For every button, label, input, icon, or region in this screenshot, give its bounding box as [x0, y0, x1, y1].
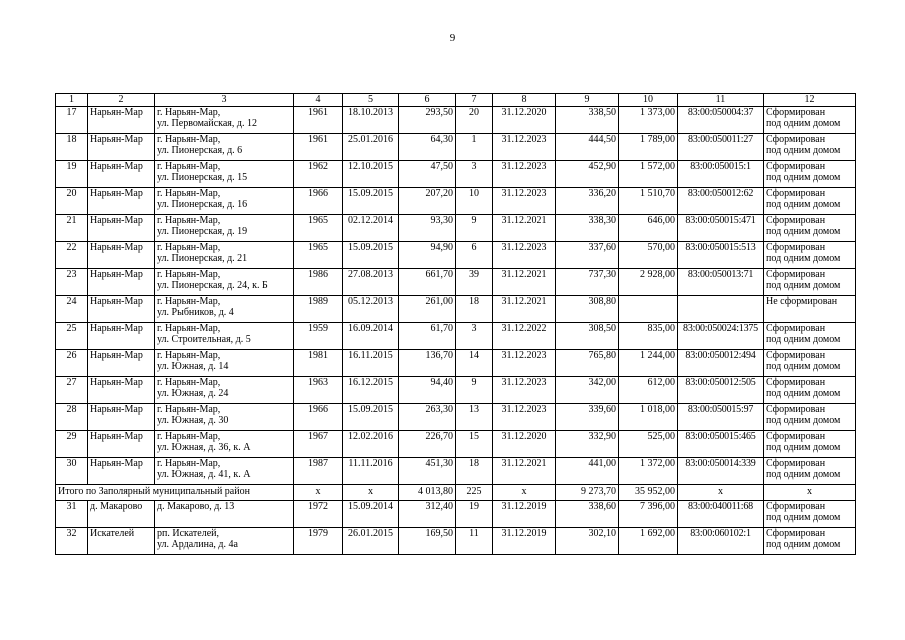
status-cell: [764, 269, 856, 296]
address-cell: [155, 501, 294, 528]
settlement-cell: Нарьян-Мар: [88, 296, 155, 323]
row-number: 28: [56, 404, 88, 431]
year-cell: 1972: [294, 501, 343, 528]
status-line-2: под одним домом: [766, 388, 841, 399]
count-cell: 6: [456, 242, 493, 269]
settlement-cell: Нарьян-Мар: [88, 458, 155, 485]
area-cell: 207,20: [399, 188, 456, 215]
status-line-1: Сформирован: [766, 161, 826, 172]
address-line-2: ул. Пионерская, д. 24, к. Б: [157, 280, 268, 291]
status-cell: [764, 215, 856, 242]
end-date-cell: 31.12.2021: [493, 458, 556, 485]
total-date: x: [343, 485, 399, 501]
total-end-date: x: [493, 485, 556, 501]
year-cell: 1962: [294, 161, 343, 188]
count-cell: 9: [456, 377, 493, 404]
value-cell: 342,00: [556, 377, 619, 404]
value-cell: 737,30: [556, 269, 619, 296]
date-cell: 15.09.2015: [343, 404, 399, 431]
status-line-2: под одним домом: [766, 226, 841, 237]
address-cell: [155, 242, 294, 269]
date-cell: 16.11.2015: [343, 350, 399, 377]
table-row: [56, 188, 856, 215]
table-row: [56, 296, 856, 323]
area-cell: 94,90: [399, 242, 456, 269]
value-cell: 337,60: [556, 242, 619, 269]
status-line-1: Сформирован: [766, 501, 826, 512]
cadastre-cell: 83:00:060102:1: [678, 528, 764, 555]
row-number: 24: [56, 296, 88, 323]
column-header: 10: [619, 94, 678, 107]
column-header: 8: [493, 94, 556, 107]
settlement-cell: Нарьян-Мар: [88, 431, 155, 458]
count-cell: 39: [456, 269, 493, 296]
value-cell: 338,30: [556, 215, 619, 242]
status-line-1: Сформирован: [766, 134, 826, 145]
settlement-cell: Нарьян-Мар: [88, 269, 155, 296]
cost-cell: 525,00: [619, 431, 678, 458]
status-line-1: Сформирован: [766, 528, 826, 539]
year-cell: 1967: [294, 431, 343, 458]
settlement-cell: Нарьян-Мар: [88, 215, 155, 242]
value-cell: 302,10: [556, 528, 619, 555]
table-body: [56, 94, 856, 555]
settlement-cell: Нарьян-Мар: [88, 161, 155, 188]
status-line-2: под одним домом: [766, 361, 841, 372]
column-header: 6: [399, 94, 456, 107]
address-cell: [155, 528, 294, 555]
count-cell: 13: [456, 404, 493, 431]
count-cell: 10: [456, 188, 493, 215]
column-header: 9: [556, 94, 619, 107]
value-cell: 338,50: [556, 107, 619, 134]
total-count: 225: [456, 485, 493, 501]
count-cell: 15: [456, 431, 493, 458]
cadastre-cell: 83:00:050011:27: [678, 134, 764, 161]
housing-table: [55, 93, 856, 555]
status-line-1: Сформирован: [766, 188, 826, 199]
area-cell: 47,50: [399, 161, 456, 188]
address-line-1: г. Нарьян-Мар,: [157, 377, 221, 388]
status-cell: [764, 377, 856, 404]
row-number: 25: [56, 323, 88, 350]
address-cell: [155, 296, 294, 323]
total-status: x: [764, 485, 856, 501]
end-date-cell: 31.12.2019: [493, 528, 556, 555]
area-cell: 261,00: [399, 296, 456, 323]
row-number: 17: [56, 107, 88, 134]
table-row: [56, 134, 856, 161]
area-cell: 263,30: [399, 404, 456, 431]
cost-cell: 612,00: [619, 377, 678, 404]
cadastre-cell: 83:00:050004:37: [678, 107, 764, 134]
count-cell: 19: [456, 501, 493, 528]
cadastre-cell: 83:00:050014:339: [678, 458, 764, 485]
address-cell: [155, 161, 294, 188]
status-line-2: под одним домом: [766, 118, 841, 129]
address-line-2: ул. Пионерская, д. 16: [157, 199, 248, 210]
address-line-1: рп. Искателей,: [157, 528, 219, 539]
cadastre-cell: [678, 296, 764, 323]
cost-cell: 835,00: [619, 323, 678, 350]
area-cell: 94,40: [399, 377, 456, 404]
table-row: [56, 161, 856, 188]
area-cell: 61,70: [399, 323, 456, 350]
status-cell: [764, 350, 856, 377]
cadastre-cell: 83:00:040011:68: [678, 501, 764, 528]
address-line-2: ул. Южная, д. 30: [157, 415, 229, 426]
area-cell: 451,30: [399, 458, 456, 485]
year-cell: 1989: [294, 296, 343, 323]
cost-cell: [619, 296, 678, 323]
address-line-1: г. Нарьян-Мар,: [157, 188, 221, 199]
address-cell: [155, 404, 294, 431]
count-cell: 14: [456, 350, 493, 377]
status-line-2: под одним домом: [766, 415, 841, 426]
cadastre-cell: 83:00:050012:505: [678, 377, 764, 404]
cost-cell: 1 018,00: [619, 404, 678, 431]
cost-cell: 646,00: [619, 215, 678, 242]
address-line-2: ул. Пионерская, д. 21: [157, 253, 248, 264]
end-date-cell: 31.12.2019: [493, 501, 556, 528]
cadastre-cell: 83:00:050015:471: [678, 215, 764, 242]
table-row: [56, 377, 856, 404]
address-cell: [155, 107, 294, 134]
address-line-2: ул. Пионерская, д. 19: [157, 226, 248, 237]
cadastre-cell: 83:00:050024:1375: [678, 323, 764, 350]
address-line-1: г. Нарьян-Мар,: [157, 242, 221, 253]
year-cell: 1987: [294, 458, 343, 485]
status-cell: [764, 107, 856, 134]
address-line-1: г. Нарьян-Мар,: [157, 431, 221, 442]
date-cell: 05.12.2013: [343, 296, 399, 323]
total-row: [56, 485, 856, 501]
status-line-2: под одним домом: [766, 442, 841, 453]
row-number: 31: [56, 501, 88, 528]
cadastre-cell: 83:00:050013:71: [678, 269, 764, 296]
status-cell: [764, 188, 856, 215]
row-number: 32: [56, 528, 88, 555]
settlement-cell: Нарьян-Мар: [88, 188, 155, 215]
status-line-1: Сформирован: [766, 431, 826, 442]
date-cell: 02.12.2014: [343, 215, 399, 242]
status-cell: [764, 242, 856, 269]
date-cell: 16.09.2014: [343, 323, 399, 350]
year-cell: 1979: [294, 528, 343, 555]
row-number: 23: [56, 269, 88, 296]
column-header: 1: [56, 94, 88, 107]
area-cell: 312,40: [399, 501, 456, 528]
status-line-1: Сформирован: [766, 215, 826, 226]
status-line-1: Сформирован: [766, 107, 826, 118]
row-number: 22: [56, 242, 88, 269]
end-date-cell: 31.12.2023: [493, 242, 556, 269]
status-line-2: под одним домом: [766, 253, 841, 264]
status-line-2: под одним домом: [766, 512, 841, 523]
date-cell: 16.12.2015: [343, 377, 399, 404]
status-cell: [764, 431, 856, 458]
address-cell: [155, 350, 294, 377]
column-header: 3: [155, 94, 294, 107]
cost-cell: 570,00: [619, 242, 678, 269]
settlement-cell: д. Макарово: [88, 501, 155, 528]
date-cell: 15.09.2014: [343, 501, 399, 528]
column-header: 4: [294, 94, 343, 107]
value-cell: 332,90: [556, 431, 619, 458]
page-number: 9: [449, 32, 456, 44]
cost-cell: 1 244,00: [619, 350, 678, 377]
settlement-cell: Нарьян-Мар: [88, 323, 155, 350]
address-line-1: г. Нарьян-Мар,: [157, 296, 221, 307]
status-cell: [764, 323, 856, 350]
address-line-1: г. Нарьян-Мар,: [157, 215, 221, 226]
table-row: [56, 431, 856, 458]
count-cell: 18: [456, 458, 493, 485]
status-line-1: Сформирован: [766, 458, 826, 469]
status-cell: [764, 528, 856, 555]
status-line-2: под одним домом: [766, 334, 841, 345]
count-cell: 3: [456, 323, 493, 350]
address-line-2: ул. Первомайская, д. 12: [157, 118, 257, 129]
cost-cell: 2 928,00: [619, 269, 678, 296]
row-number: 27: [56, 377, 88, 404]
area-cell: 661,70: [399, 269, 456, 296]
year-cell: 1959: [294, 323, 343, 350]
address-cell: [155, 323, 294, 350]
year-cell: 1965: [294, 215, 343, 242]
area-cell: 136,70: [399, 350, 456, 377]
value-cell: 765,80: [556, 350, 619, 377]
row-number: 26: [56, 350, 88, 377]
address-line-2: ул. Южная, д. 14: [157, 361, 229, 372]
area-cell: 169,50: [399, 528, 456, 555]
value-cell: 338,60: [556, 501, 619, 528]
cost-cell: 1 692,00: [619, 528, 678, 555]
settlement-cell: Нарьян-Мар: [88, 242, 155, 269]
value-cell: 441,00: [556, 458, 619, 485]
total-year: x: [294, 485, 343, 501]
end-date-cell: 31.12.2020: [493, 107, 556, 134]
cost-cell: 1 789,00: [619, 134, 678, 161]
cost-cell: 7 396,00: [619, 501, 678, 528]
address-line-2: ул. Южная, д. 24: [157, 388, 229, 399]
status-line-1: Сформирован: [766, 269, 826, 280]
year-cell: 1981: [294, 350, 343, 377]
area-cell: 293,50: [399, 107, 456, 134]
status-line-2: под одним домом: [766, 145, 841, 156]
total-area: 4 013,80: [399, 485, 456, 501]
status-cell: [764, 404, 856, 431]
end-date-cell: 31.12.2023: [493, 161, 556, 188]
status-cell: [764, 501, 856, 528]
end-date-cell: 31.12.2022: [493, 323, 556, 350]
address-cell: [155, 215, 294, 242]
cadastre-cell: 83:00:050015:465: [678, 431, 764, 458]
table-row: [56, 242, 856, 269]
settlement-cell: Нарьян-Мар: [88, 377, 155, 404]
status-cell: [764, 134, 856, 161]
address-cell: [155, 431, 294, 458]
status-line-2: под одним домом: [766, 539, 841, 550]
date-cell: 26.01.2015: [343, 528, 399, 555]
row-number: 30: [56, 458, 88, 485]
area-cell: 226,70: [399, 431, 456, 458]
settlement-cell: Нарьян-Мар: [88, 134, 155, 161]
count-cell: 3: [456, 161, 493, 188]
count-cell: 18: [456, 296, 493, 323]
cadastre-cell: 83:00:050015:1: [678, 161, 764, 188]
address-line-2: ул. Пионерская, д. 15: [157, 172, 248, 183]
status-line-1: Сформирован: [766, 350, 826, 361]
settlement-cell: Нарьян-Мар: [88, 350, 155, 377]
address-line-2: ул. Строительная, д. 5: [157, 334, 251, 345]
row-number: 18: [56, 134, 88, 161]
address-cell: [155, 134, 294, 161]
date-cell: 18.10.2013: [343, 107, 399, 134]
date-cell: 25.01.2016: [343, 134, 399, 161]
table-row: [56, 350, 856, 377]
row-number: 20: [56, 188, 88, 215]
value-cell: 339,60: [556, 404, 619, 431]
address-cell: [155, 269, 294, 296]
address-line-1: г. Нарьян-Мар,: [157, 404, 221, 415]
date-cell: 11.11.2016: [343, 458, 399, 485]
row-number: 21: [56, 215, 88, 242]
address-line-1: г. Нарьян-Мар,: [157, 134, 221, 145]
count-cell: 9: [456, 215, 493, 242]
count-cell: 1: [456, 134, 493, 161]
total-c10: 35 952,00: [619, 485, 678, 501]
year-cell: 1986: [294, 269, 343, 296]
column-header: 7: [456, 94, 493, 107]
address-cell: [155, 458, 294, 485]
date-cell: 15.09.2015: [343, 242, 399, 269]
cost-cell: 1 572,00: [619, 161, 678, 188]
address-line-1: г. Нарьян-Мар,: [157, 161, 221, 172]
count-cell: 11: [456, 528, 493, 555]
address-line-2: ул. Пионерская, д. 6: [157, 145, 243, 156]
area-cell: 64,30: [399, 134, 456, 161]
cadastre-cell: 83:00:050015:513: [678, 242, 764, 269]
end-date-cell: 31.12.2023: [493, 134, 556, 161]
settlement-cell: Нарьян-Мар: [88, 404, 155, 431]
address-line-2: ул. Ардалина, д. 4а: [157, 539, 238, 550]
settlement-cell: Искателей: [88, 528, 155, 555]
cost-cell: 1 373,00: [619, 107, 678, 134]
address-line-1: г. Нарьян-Мар,: [157, 323, 221, 334]
value-cell: 308,80: [556, 296, 619, 323]
status-cell: [764, 296, 856, 323]
year-cell: 1961: [294, 107, 343, 134]
value-cell: 444,50: [556, 134, 619, 161]
status-line-2: под одним домом: [766, 172, 841, 183]
cadastre-cell: 83:00:050012:494: [678, 350, 764, 377]
end-date-cell: 31.12.2023: [493, 188, 556, 215]
date-cell: 27.08.2013: [343, 269, 399, 296]
address-cell: [155, 188, 294, 215]
total-c9: 9 273,70: [556, 485, 619, 501]
value-cell: 308,50: [556, 323, 619, 350]
status-line-2: под одним домом: [766, 280, 841, 291]
cost-cell: 1 510,70: [619, 188, 678, 215]
cadastre-cell: 83:00:050015:97: [678, 404, 764, 431]
status-line-1: Сформирован: [766, 323, 826, 334]
table-row: [56, 323, 856, 350]
table-row: [56, 107, 856, 134]
address-line-1: г. Нарьян-Мар,: [157, 458, 221, 469]
end-date-cell: 31.12.2023: [493, 350, 556, 377]
table-row: [56, 269, 856, 296]
column-header: 11: [678, 94, 764, 107]
status-line-1: Не сформирован: [766, 296, 838, 307]
end-date-cell: 31.12.2021: [493, 269, 556, 296]
row-number: 19: [56, 161, 88, 188]
address-line-1: д. Макарово, д. 13: [157, 501, 235, 512]
address-line-1: г. Нарьян-Мар,: [157, 107, 221, 118]
end-date-cell: 31.12.2023: [493, 377, 556, 404]
address-line-2: ул. Южная, д. 41, к. А: [157, 469, 251, 480]
address-cell: [155, 377, 294, 404]
end-date-cell: 31.12.2021: [493, 296, 556, 323]
header-row: [56, 94, 856, 107]
status-line-2: под одним домом: [766, 199, 841, 210]
column-header: 5: [343, 94, 399, 107]
status-cell: [764, 458, 856, 485]
count-cell: 20: [456, 107, 493, 134]
date-cell: 12.10.2015: [343, 161, 399, 188]
table-row: [56, 404, 856, 431]
status-line-1: Сформирован: [766, 377, 826, 388]
value-cell: 452,90: [556, 161, 619, 188]
year-cell: 1966: [294, 188, 343, 215]
column-header: 12: [764, 94, 856, 107]
address-line-1: г. Нарьян-Мар,: [157, 350, 221, 361]
end-date-cell: 31.12.2020: [493, 431, 556, 458]
area-cell: 93,30: [399, 215, 456, 242]
value-cell: 336,20: [556, 188, 619, 215]
end-date-cell: 31.12.2021: [493, 215, 556, 242]
table-row: [56, 528, 856, 555]
address-line-1: г. Нарьян-Мар,: [157, 269, 221, 280]
row-number: 29: [56, 431, 88, 458]
total-label: Итого по Заполярный муниципальный район: [56, 485, 294, 501]
status-line-2: под одним домом: [766, 469, 841, 480]
total-cadastre: x: [678, 485, 764, 501]
status-cell: [764, 161, 856, 188]
cadastre-cell: 83:00:050012:62: [678, 188, 764, 215]
year-cell: 1966: [294, 404, 343, 431]
date-cell: 12.02.2016: [343, 431, 399, 458]
address-line-2: ул. Рыбников, д. 4: [157, 307, 234, 318]
status-line-1: Сформирован: [766, 404, 826, 415]
table-row: [56, 215, 856, 242]
status-line-1: Сформирован: [766, 242, 826, 253]
table-row: [56, 458, 856, 485]
table-row: [56, 501, 856, 528]
date-cell: 15.09.2015: [343, 188, 399, 215]
address-line-2: ул. Южная, д. 36, к. А: [157, 442, 251, 453]
year-cell: 1965: [294, 242, 343, 269]
year-cell: 1963: [294, 377, 343, 404]
settlement-cell: Нарьян-Мар: [88, 107, 155, 134]
cost-cell: 1 372,00: [619, 458, 678, 485]
year-cell: 1961: [294, 134, 343, 161]
end-date-cell: 31.12.2023: [493, 404, 556, 431]
column-header: 2: [88, 94, 155, 107]
